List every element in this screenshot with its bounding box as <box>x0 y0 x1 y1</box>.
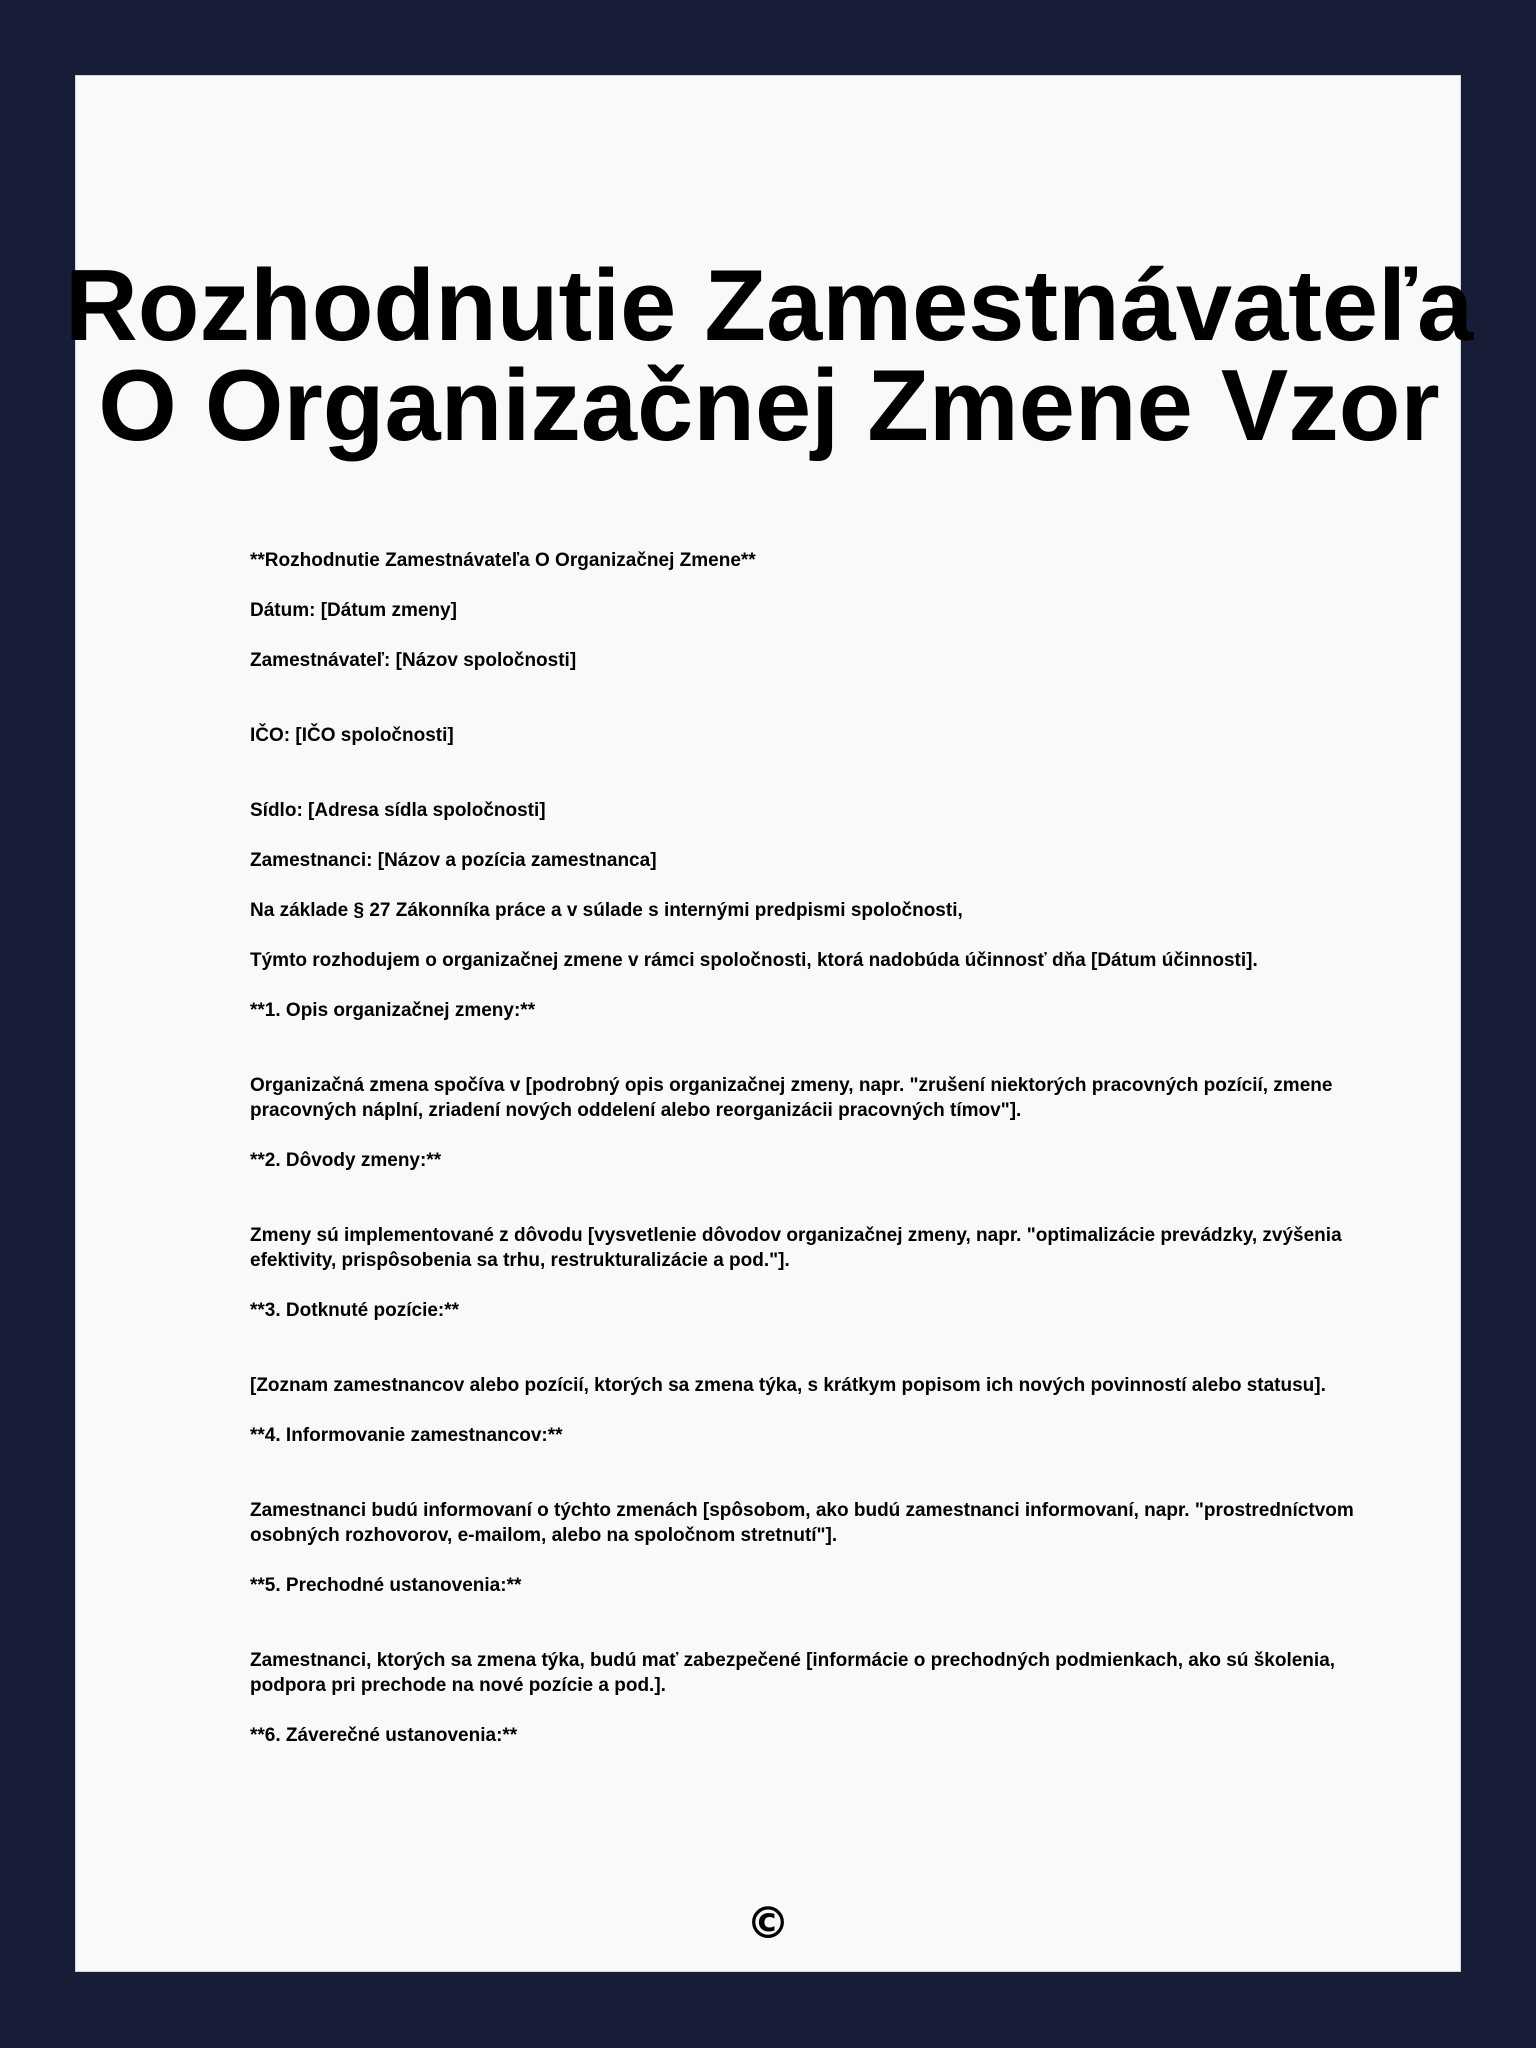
section-heading: **3. Dotknuté pozície:** <box>250 1300 460 1321</box>
page-title <box>56 250 1482 462</box>
section-heading: **5. Prechodné ustanovenia:** <box>250 1575 522 1596</box>
title-line-1: Rozhodnutie Zamestnávateľa <box>64 250 1474 362</box>
section-heading: **4. Informovanie zamestnancov:** <box>250 1425 563 1446</box>
section-body: [Zoznam zamestnancov alebo pozícií, ktorých sa zmena týka, s krátkym popisom ich nových povinností alebo statusu]. <box>250 1375 1326 1396</box>
ico-line: IČO: [IČO spoločnosti] <box>250 725 454 746</box>
date-line: Dátum: [Dátum zmeny] <box>250 600 457 621</box>
title-line-2: O Organizačnej Zmene Vzor <box>98 350 1440 462</box>
copyright-icon: © <box>746 1898 790 1949</box>
section-body: Zamestnanci budú informovaní o týchto zmenách [spôsobom, ako budú zamestnanci informovaní, napr. "prostredníctvom osobných rozhovorov, e-mailom, alebo na spoločnom stretnutí"]. <box>250 1500 1354 1546</box>
document-heading: **Rozhodnutie Zamestnávateľa O Organizačnej Zmene** <box>250 550 756 571</box>
section-body: Zamestnanci, ktorých sa zmena týka, budú mať zabezpečené [informácie o prechodných podmienkach, ako sú školenia, podpora pri prechode na nové pozície a pod.]. <box>250 1650 1336 1696</box>
section-body: Zmeny sú implementované z dôvodu [vysvetlenie dôvodov organizačnej zmeny, napr. "optimalizácie prevádzky, zvýšenia efektivity, prispôsobenia sa trhu, restrukturalizácie a pod."]. <box>250 1225 1342 1271</box>
document-page <box>64 75 1474 1972</box>
document-body <box>250 548 1365 1748</box>
legal-basis: Na základe § 27 Zákonníka práce a v súlade s internými predpismi spoločnosti, <box>250 900 963 921</box>
employees-line: Zamestnanci: [Názov a pozícia zamestnanca] <box>250 850 657 871</box>
section-heading: **1. Opis organizačnej zmeny:** <box>250 1000 536 1021</box>
employer-line: Zamestnávateľ: [Názov spoločnosti] <box>250 650 577 671</box>
section-heading: **2. Dôvody zmeny:** <box>250 1150 442 1171</box>
section-heading: **6. Záverečné ustanovenia:** <box>250 1725 518 1746</box>
decision-statement: Týmto rozhodujem o organizačnej zmene v rámci spoločnosti, ktorá nadobúda účinnosť dňa [Dátum účinnosti]. <box>250 950 1258 971</box>
seat-line: Sídlo: [Adresa sídla spoločnosti] <box>250 800 546 821</box>
section-body: Organizačná zmena spočíva v [podrobný opis organizačnej zmeny, napr. "zrušení niektorých pracovných pozícií, zmene pracovných náplní, zriadení nových oddelení alebo reorganizácii pracovných tímov"]. <box>250 1075 1333 1121</box>
